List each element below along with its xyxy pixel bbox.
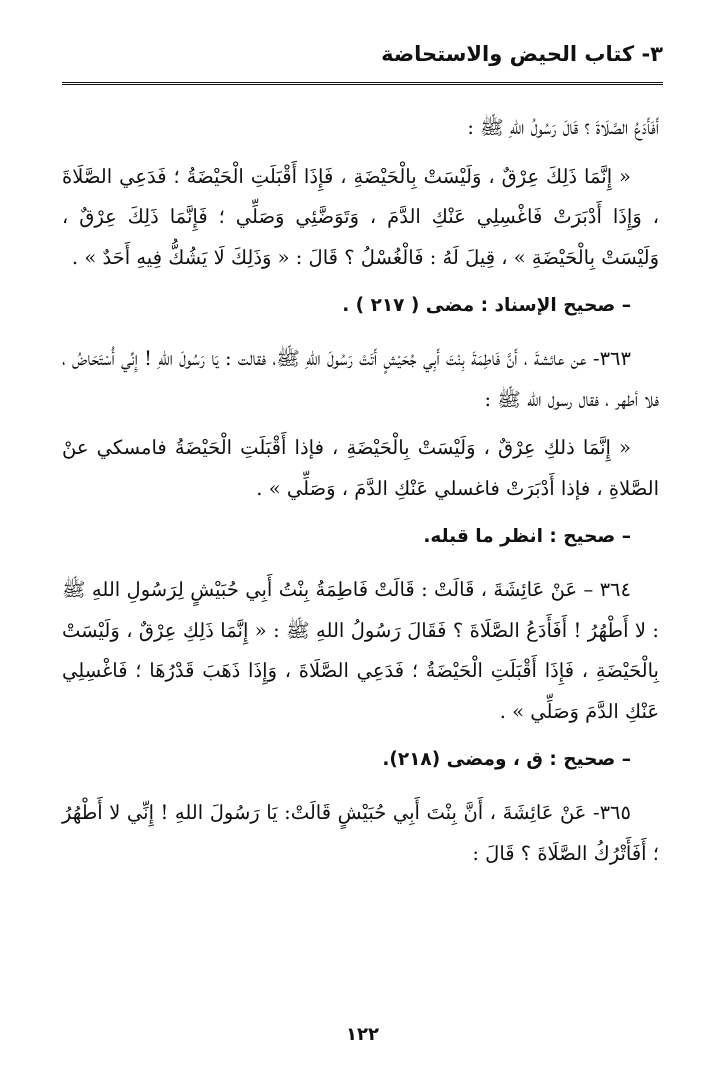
- hadith-grade: – صحيح : انظر ما قبله.: [423, 526, 631, 548]
- body-text: [62, 108, 659, 882]
- page-number: ١٢٢: [346, 1024, 379, 1045]
- running-header: ٣- كتاب الحيض والاستحاضة: [381, 42, 663, 66]
- hadith-grade: – صحيح الإسناد : مضى ( ٢١٧ ) .: [342, 295, 631, 317]
- hadith-entry: ٣٦٣- عن عائشةَ ، أَنَّ فَاطِمَةَ بِنْتَ أَبِي جُحَيْشٍ أَتَتْ رَسُولَ اللهِ ﷺ، فقالت : يَا رَسُولَ اللهِ ! إِنِّي أُسْتَحَاضُ ، فلا أطهر ، فقال رسول الله ﷺ :: [62, 346, 659, 411]
- hadith-grade: – صحيح : ق ، ومضى (٢١٨).: [382, 749, 631, 771]
- text-line: أَفَأَدَعُ الصَّلَاةَ ؟ قَالَ رَسُولُ اللهِ ﷺ :: [467, 116, 659, 139]
- hadith-entry: ٣٦٤ – عَنْ عَائِشَةَ ، قَالَتْ : قَالَتْ فَاطِمَةُ بِنْتُ أَبِي حُبَيْشٍ لِرَسُولِ اللهِ ﷺ : لا أَطْهُرُ ! أَفَأَدَعُ الصَّلَاةَ ؟ فَقَالَ رَسُولُ اللهِ ﷺ : « إِنَّمَا ذَلِكِ عِرْقٌ ، وَلَيْسَتْ بِالْحَيْضَةِ ، فَإِذَا أَقْبَلَتِ الْحَيْضَةُ ؛ فَدَعِي الصَّلَاةَ ، وَإِذَا ذَهَبَ قَدْرُهَا ؛ فَاغْسِلِي عَنْكِ الدَّمَ وَصَلِّي » .: [62, 577, 659, 723]
- hadith-entry: ٣٦٥- عَنْ عَائِشَةَ ، أَنَّ بِنْتَ أَبِي حُبَيْشٍ قَالَتْ: يَا رَسُولَ اللهِ ! إِنِّي لا أَطْهُرُ ؛ أَفَأَتْرُكُ الصَّلَاةَ ؟ قَالَ :: [62, 800, 659, 865]
- hadith-quote: « إِنَّمَا ذلكِ عِرْقٌ ، وَلَيْسَتْ بِالْحَيْضَةِ ، فإذا أَقْبَلَتِ الْحَيْضَةُ فامسكي عنْ الصَّلاةِ ، فإذا أَدْبَرَتْ فاغسلي عَنْكِ الدَّمَ ، وَصَلِّي » .: [62, 436, 659, 500]
- hadith-quote: « إِنَّمَا ذَلِكَ عِرْقٌ ، وَلَيْسَتْ بِالْحَيْضَةِ ، فَإِذَا أَقْبَلَتِ الْحَيْضَةُ ؛ فَدَعِي الصَّلَاةَ ، وَإِذَا أَدْبَرَتْ فَاغْسِلِي عَنْكِ الدَّمَ ، وَتَوَضَّئِي وَصَلِّي ؛ فَإِنَّمَا ذَلِكَ عِرْقٌ ، وَلَيْسَتْ بِالْحَيْضَةِ » ، قِيلَ لَهُ : فَالْغُسْلُ ؟ قَالَ : « وَذَلِكَ لَا يَشُكُّ فِيهِ أَحَدٌ » .: [62, 164, 659, 269]
- header-rule: [62, 82, 663, 85]
